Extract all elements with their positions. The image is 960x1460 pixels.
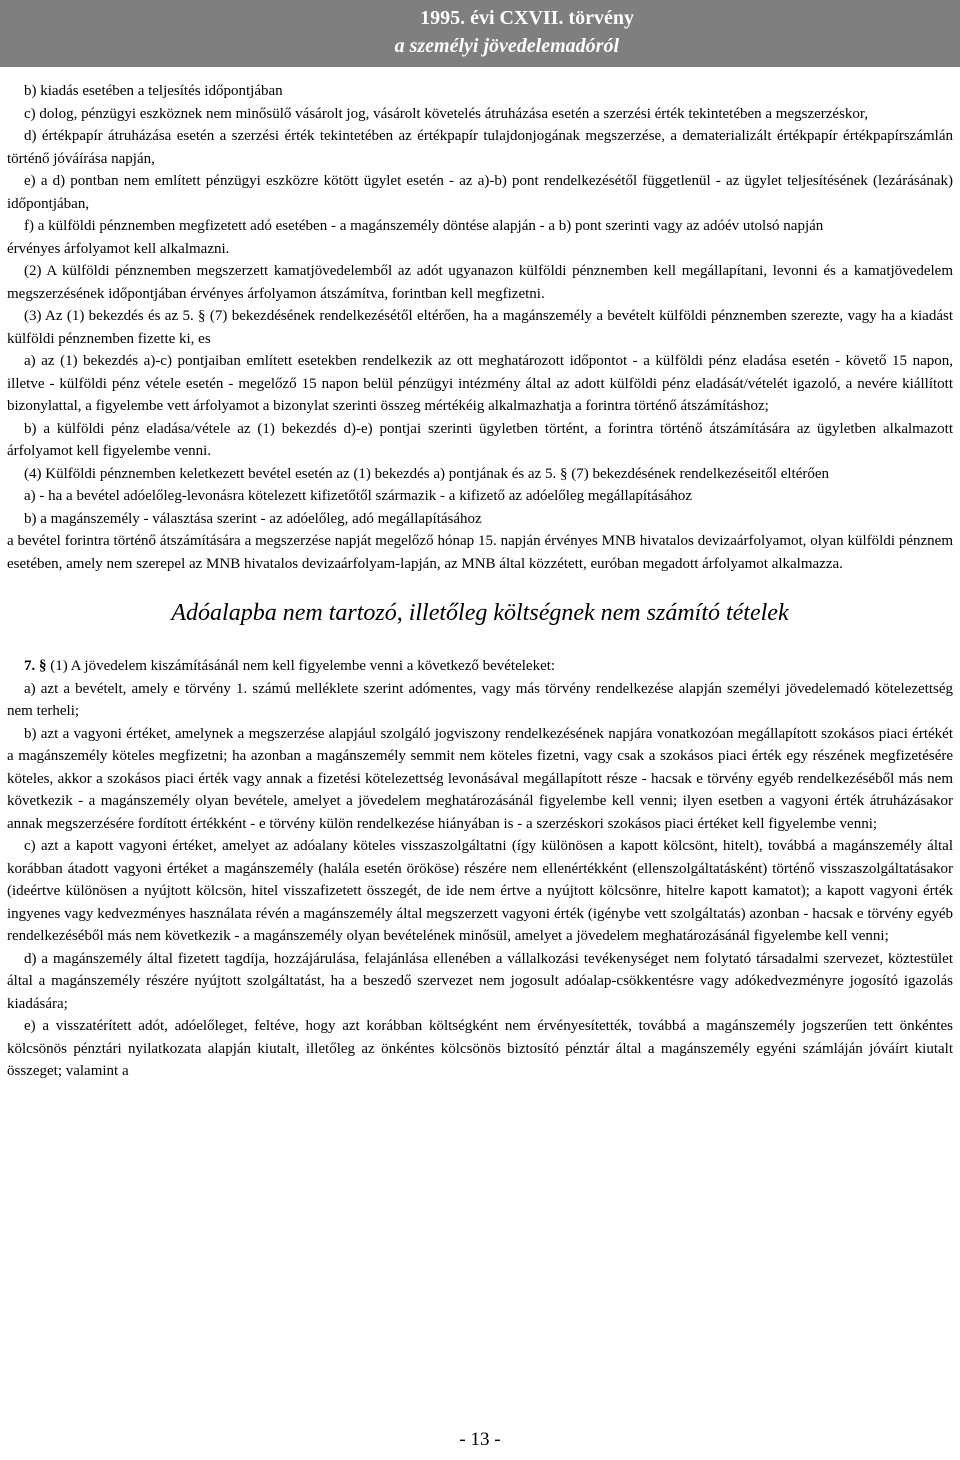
paragraph-e-pontban: e) a d) pontban nem említett pénzügyi eszközre kötött ügylet esetén - az a)-b) pont rendelkezésétől függetlenül - az ügylet teljesítésének (lezárásának) időpontjában, [7, 173, 953, 212]
paragraph-3: (3) Az (1) bekezdés és az 5. § (7) bekezdésének rendelkezésétől eltérően, ha a magánszemély a bevételt külföldi pénznemben szerezte, vagy ha a kiadást külföldi pénznemben fizette ki, es [7, 308, 953, 347]
paragraph-7-text: (1) A jövedelem kiszámításánál nem kell figyelembe venni a következő bevételeket: [50, 658, 556, 674]
paragraph-4: (4) Külföldi pénznemben keletkezett bevétel esetén az (1) bekezdés a) pontjának és az 5. § (7) bekezdésének rendelkezéseitől eltérően [24, 465, 830, 482]
paragraph-7 [7, 655, 953, 678]
paragraph-f-kulfoldi: f) a külföldi pénznemben megfizetett adó esetében - a magánszemély döntése alapján - a b) pont szerinti vagy az adóév utolsó napján [24, 218, 824, 234]
section-title: Adóalapba nem tartozó, illetőleg költségnek nem számító tételek [171, 600, 789, 626]
document-body [7, 80, 953, 1083]
paragraph-4a: a) - ha a bevétel adóelőleg-levonásra kötelezett kifizetőtől származik - a kifizető az adóelőleg megállapításához [24, 488, 693, 504]
paragraph-7a: a) azt a bevételt, amely e törvény 1. számú melléklete szerint adómentes, vagy más törvény rendelkezése alapján személyi jövedelemadó kötelezettség nem terheli; [7, 680, 953, 719]
paragraph-d-ertekpapir: d) értékpapír átruházása esetén a szerzési érték tekintetében az értékpapír tulajdonjogának megszerzése, a dematerializált értékpapír értékpapírszámlán történő jóváírása napján, [7, 128, 953, 167]
header-title: 1995. évi CXVII. törvény [420, 7, 634, 29]
paragraph-2: (2) A külföldi pénznemben megszerzett kamatjövedelemből az adót ugyanazon külföldi pénznemben kell megállapítani, levonni és a kamatjövedelem megszerzésének időpontjában érvényes árfolyamon átszámítva, forintban kell megfizetni. [7, 263, 953, 302]
header-subtitle: a személyi jövedelemadóról [394, 35, 619, 57]
paragraph-3b: b) a külföldi pénz eladása/vétele az (1) bekezdés d)-e) pontjai szerinti ügyletben történt, a forintra történő átszámítására az ügyletben alkalmazott árfolyamot kell figyelembe venni. [7, 420, 953, 459]
paragraph-4-end: a bevétel forintra történő átszámítására a megszerzése napját megelőző hónap 15. napján érvényes MNB hivatalos devizaárfolyamot, olyan külföldi pénznem esetében, amely nem szerepel az MNB hivatalos devizaárfolyam-lapján, az MNB által közzétett, euróban megadott árfolyamot alkalmazza. [7, 533, 953, 572]
paragraph-7b: b) azt a vagyoni értéket, amelynek a megszerzése alapjául szolgáló jogviszony rendelkezésének napjára vonatkozóan megállapított szokásos piaci értékét a magánszemély köteles megfizetni; ha azonban a magánszemély semmit nem köteles fizetni, vagy csak a szokásos piaci érték egy részének megfizetésére köteles, akkor a szokásos piaci érték vagy annak a fizetési kötelezettség levonásával megállapított része - hacsak e törvény egyéb rendelkezéséből más nem következik - a magánszemély olyan bevétele, amelyet a jövedelem meghatározásánál figyelembe kell venni; ilyen esetben a vagyoni érték átruházásakor annak megszerzésére fordított értékként - e törvény külön rendelkezése hiányában is - a szerzéskori szokásos piaci értéket kell figyelembe venni; [7, 725, 953, 832]
paragraph-ervenyes: érvényes árfolyamot kell alkalmazni. [7, 240, 230, 257]
page-number: - 13 - [459, 1429, 501, 1450]
paragraph-3a: a) az (1) bekezdés a)-c) pontjaiban említett esetekben rendelkezik az ott meghatározott időpontot - a külföldi pénz eladása esetén - követő 15 napon, illetve - külföldi pénz vétele esetén - megelőző 15 napon belül pénzügyi intézmény által az adott külföldi pénz eladását/vételét igazoló, a nevére kiállított bizonylattal, a figyelembe vett árfolyamot a bizonylat szerinti összeg mértékéig alkalmazhatja a forintra történő átszámításhoz; [7, 353, 953, 414]
paragraph-b-kiadas: b) kiadás esetében a teljesítés időpontjában [24, 83, 283, 99]
page-header [0, 0, 960, 67]
paragraph-7d: d) a magánszemély által fizetett tagdíja, hozzájárulása, felajánlása ellenében a vállalkozási tevékenységet nem folytató társadalmi szervezet, köztestület által a magánszemély részére nyújtott szolgáltatást, ha a beszedő szervezet nem jogosult adóalap-csökkentésre vagy adókedvezményre jogosító igazolás kiadására; [7, 950, 953, 1012]
section-number: 7. § [24, 658, 47, 674]
paragraph-4b: b) a magánszemély - választása szerint - az adóelőleg, adó megállapításához [24, 510, 482, 527]
paragraph-7e: e) a visszatérített adót, adóelőleget, feltéve, hogy azt korábban költségként nem érvényesítették, továbbá a magánszemély jogszerűen tett önkéntes kölcsönös pénztári nyilatkozata alapján kiutalt, illetőleg az önkéntes kölcsönös biztosító pénztár által a magánszemély egyéni számláján jóváírt kiutalt összeget; valamint a [7, 1018, 953, 1079]
paragraph-c-dolog: c) dolog, pénzügyi eszköznek nem minősülő vásárolt jog, vásárolt követelés átruházása esetén a szerzési érték tekintetében a megszerzéskor, [24, 105, 869, 122]
paragraph-7c: c) azt a kapott vagyoni értéket, amelyet az adóalany köteles visszaszolgáltatni (így különösen a kapott kölcsönt, hitelt), továbbá a magánszemély által korábban átadott vagyoni értéket a magánszemély (halála esetén örököse) részére nem ellenértékként (ellenszolgáltatásként) történő visszaszolgáltatásakor (ideértve különösen a nyújtott kölcsön, hitel visszafizetett összegét, de ide nem értve a nyújtott kölcsönre, hitelre kapott kamatot); a kapott vagyoni érték ingyenes vagy kedvezményes használata révén a magánszemély által megszerzett vagyoni érték (igénybe vett szolgáltatás) azonban - hacsak e törvény egyéb rendelkezéséből más nem következik - a magánszemély olyan bevételének minősül, amelyet a jövedelem meghatározásánál figyelembe kell venni; [7, 838, 953, 944]
